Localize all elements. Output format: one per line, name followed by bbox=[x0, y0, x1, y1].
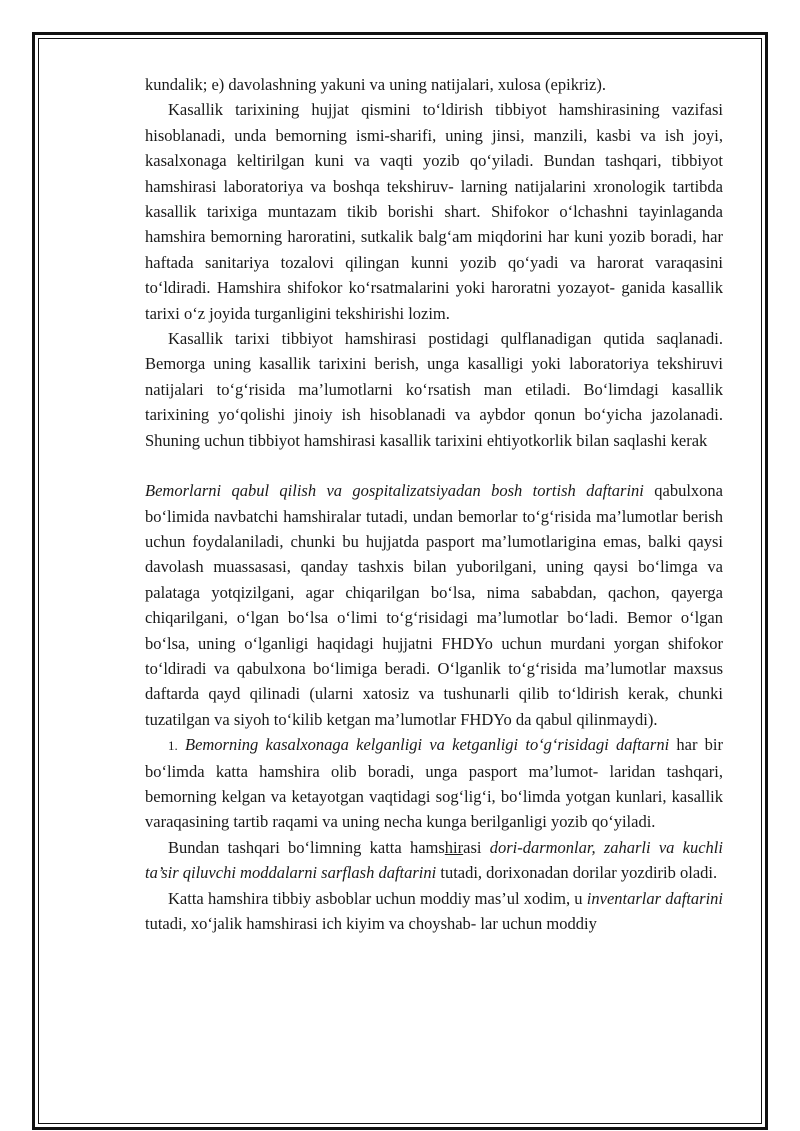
paragraph-text: Katta hamshira tibbiy asboblar uchun moddiy mas’ul xodim, u bbox=[168, 888, 587, 908]
paragraph: Kasallik tarixi tibbiyot hamshirasi postidagi qulflanadigan qutida saqlanadi. Bemorga uning kasallik tarixini berish, unga kasalligi yoki laboratoriya tekshiruvi natijalari to‘g‘risida ma’lumotlarni ko‘rsatish man etiladi. Bo‘limdagi kasallik tarixining yo‘qolishi jinoiy ish hisoblanadi va aybdor qonun bo‘yicha jazolanadi. Shuning uchun tibbiyot hamshirasi kasallik tarixini ehtiyotkorlik bilan saqlashi kerak bbox=[145, 329, 723, 450]
paragraph-gap bbox=[145, 453, 723, 478]
underlined-text: hir bbox=[444, 837, 464, 857]
paragraph-text: har bir bo‘limda katta hamshira olib boradi, unga pasport ma’lumot- laridan tashqari, bemorning kelgan va ketayotgan vaqtidagi sog‘lig‘i, bo‘limda yotgan kunlari, kasallik varaqasining tartib raqami va uning necha kunga berilganligi yozib qo‘yiladi. bbox=[145, 735, 724, 832]
paragraph bbox=[145, 835, 723, 886]
page-body bbox=[145, 72, 723, 936]
paragraph bbox=[145, 732, 723, 835]
paragraph bbox=[145, 478, 723, 732]
italic-term: Bemorning kasalxonaga kelganligi va ketganligi to‘g‘risidagi daftarni bbox=[184, 735, 670, 755]
list-number: 1. bbox=[168, 738, 178, 754]
paragraph-text: tutadi, dorixonadan dorilar yozdirib oladi. bbox=[436, 863, 718, 883]
paragraph bbox=[145, 886, 723, 937]
paragraph-text: Bundan tashqari bo‘limning katta hams bbox=[168, 837, 445, 857]
paragraph-text: qabulxona bo‘limida navbatchi hamshiralar tutadi, undan bemorlar to‘g‘risida ma’lumotlar berish uchun foydalaniladi, chunki bu hujjatda pasport ma’lumotlarigina emas, balki qaysi davolash muassasasi, qanday tashxis bilan yuborilgani, uning qaysi bo‘limga va palataga yotqizilgani, agar chiqarilgan bo‘lsa, nima sababdan, qachon, qayerga chiqarilgani, o‘lgan bo‘lsa o‘limi to‘g‘risidagi ma’lumotlar bo‘ladi. Bemor o‘lgan bo‘lsa, uning o‘lganligi haqidagi hujjatni FHDYo uchun murdani yorgan shifokor to‘ldiradi va qabulxona bo‘limiga beradi. O‘lganlik to‘g‘risida ma’lumotlar maxsus daftarda qayd qilinadi (ularni xatosiz va tushunarli qilib to‘ldirish kerak, chunki tuzatilgan va siyoh to‘kilib ketgan ma’lumotlar FHDYo da qabul qilinmaydi). bbox=[145, 481, 723, 729]
italic-term: inventarlar daftarini bbox=[586, 888, 723, 908]
italic-term: Bemorlarni qabul qilish va gospitalizatsiyadan bosh tortish daftarini bbox=[145, 481, 644, 501]
italic-term: dori-darmonlar, zaharli va kuchli ta’sir qiluvchi moddalarni sarflash daftarini bbox=[145, 837, 723, 883]
paragraph: Kasallik tarixining hujjat qismini to‘ldirish tibbiyot hamshirasining vazifasi hisoblanadi, unda bemorning ismi-sharifi, uning jinsi, manzili, kasbi va ish joyi, kasalxonaga keltirilgan kuni va vaqti yozib qo‘yiladi. Bundan tashqari, tibbiyot hamshirasi laboratoriya va boshqa tekshiruv- larning natijalarini xronologik tartibda kasallik tarixiga muntazam tikib borishi shart. Shifokor o‘lchashni tayinlaganda hamshira bemorning haroratini, sutkalik balg‘am miqdorini har kuni yozib boradi, har haftada sanitariya tozalovi qilingan kunni yozib qo‘yadi va harorat varaqasini to‘ldiradi. Hamshira shifokor ko‘rsatmalarini yoki haroratni yozayot- ganida kasallik tarixi o‘z joyida turganligini tekshirishi lozim. bbox=[145, 100, 723, 323]
paragraph: kundalik; e) davolashning yakuni va uning natijalari, xulosa (epikriz). bbox=[145, 75, 606, 94]
paragraph-text: tutadi, xo‘jalik hamshirasi ich kiyim va choyshab- lar uchun moddiy bbox=[145, 914, 597, 933]
paragraph-text: asi bbox=[463, 837, 490, 857]
